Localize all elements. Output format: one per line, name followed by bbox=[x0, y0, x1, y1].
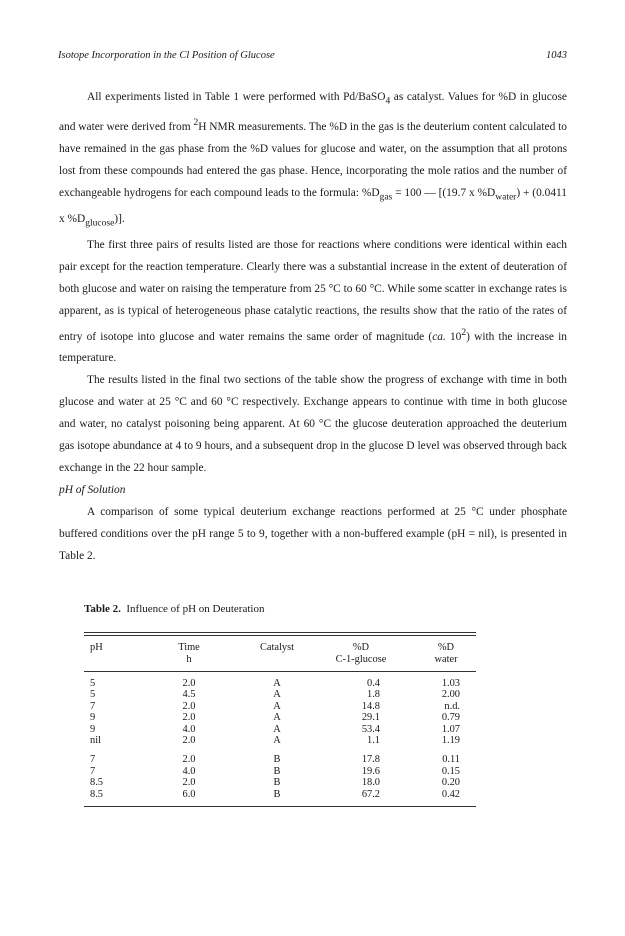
cell-glucose: 29.1 bbox=[361, 712, 380, 724]
cell-glucose: 1.8 bbox=[367, 689, 380, 701]
running-title: Isotope Incorporation in the Cl Position of Glucose bbox=[58, 50, 275, 61]
table-row bbox=[84, 754, 476, 765]
header-water-sub: water bbox=[434, 654, 458, 665]
table-row bbox=[84, 724, 476, 735]
cell-catalyst: B bbox=[273, 777, 281, 789]
cell-ph: 8.5 bbox=[90, 777, 103, 789]
table-caption-text: Influence of pH on Deuteration bbox=[126, 603, 265, 615]
cell-catalyst: A bbox=[273, 689, 281, 701]
cell-water: 1.03 bbox=[441, 678, 460, 689]
cell-catalyst: B bbox=[273, 765, 281, 777]
cell-water: n.d. bbox=[444, 700, 460, 712]
cell-catalyst: A bbox=[273, 723, 281, 735]
cell-ph: 7 bbox=[90, 765, 96, 777]
cell-catalyst: A bbox=[273, 678, 281, 689]
cell-catalyst: B bbox=[273, 788, 281, 800]
table-row bbox=[84, 689, 476, 700]
table-row bbox=[84, 678, 476, 689]
cell-glucose: 1.1 bbox=[367, 734, 380, 746]
cell-catalyst: A bbox=[273, 734, 281, 746]
table-caption bbox=[84, 603, 264, 615]
cell-catalyst: A bbox=[273, 700, 281, 712]
table-row bbox=[84, 789, 476, 800]
table-header-row-2 bbox=[84, 654, 476, 666]
cell-water: 0.79 bbox=[441, 712, 460, 724]
table-top-rule bbox=[84, 632, 476, 633]
page-header bbox=[58, 50, 567, 66]
cell-time: 6.0 bbox=[182, 788, 196, 800]
paragraph-4: A comparison of some typical deuterium exchange reactions performed at 25 °C under phosphate buffered conditions over the pH range 5 to 9, together with a non-buffered example (pH = nil), is presented in Table 2. bbox=[59, 505, 567, 562]
cell-ph: 8.5 bbox=[90, 788, 103, 800]
cell-glucose: 14.8 bbox=[361, 700, 380, 712]
cell-water: 0.11 bbox=[442, 754, 460, 766]
header-glucose: %D bbox=[352, 642, 370, 653]
header-catalyst: Catalyst bbox=[259, 642, 295, 653]
cell-time: 4.0 bbox=[182, 765, 196, 777]
paragraph-2: The first three pairs of results listed are those for reactions where conditions were identical within each pair except for the reaction temperature. Clearly there was a substantial increase in the extent of deuteration of both glucose and water on raising the temperature from 25 °C to 60 °C. While some scatter in exchange rates is apparent, as is typical of heterogeneous phase catalytic reactions, the results show that the ratio of the rates of entry of isotope into glucose and water remains the same order of magnitude (ca. $10^2$) with the increase in temperature. bbox=[59, 239, 567, 365]
table-group-catalyst-b bbox=[84, 754, 476, 800]
cell-ph: 7 bbox=[90, 754, 96, 766]
cell-glucose: 67.2 bbox=[361, 788, 380, 800]
cell-water: 1.19 bbox=[441, 734, 460, 746]
table-bottom-rule bbox=[84, 806, 476, 807]
header-glucose-sub: C-1-glucose bbox=[335, 654, 387, 665]
cell-time: 2.0 bbox=[182, 777, 196, 789]
page-number: 1043 bbox=[546, 50, 567, 61]
cell-time: 2.0 bbox=[182, 700, 196, 712]
cell-catalyst: B bbox=[273, 754, 281, 766]
cell-glucose: 19.6 bbox=[361, 765, 380, 777]
header-time-unit: h bbox=[186, 654, 192, 665]
cell-time: 2.0 bbox=[182, 712, 196, 724]
section-heading: pH of Solution bbox=[59, 483, 126, 496]
cell-ph: 9 bbox=[90, 712, 96, 724]
cell-catalyst: A bbox=[273, 712, 281, 724]
body-text bbox=[59, 87, 567, 567]
header-time: Time bbox=[178, 642, 200, 653]
cell-glucose: 0.4 bbox=[367, 678, 380, 689]
cell-water: 1.07 bbox=[441, 723, 460, 735]
cell-ph: 7 bbox=[90, 700, 96, 712]
table-row bbox=[84, 735, 476, 746]
cell-time: 2.0 bbox=[182, 734, 196, 746]
header-water: %D bbox=[437, 642, 455, 653]
cell-water: 0.20 bbox=[441, 777, 460, 789]
cell-water: 0.15 bbox=[441, 765, 460, 777]
cell-water: 2.00 bbox=[441, 689, 460, 701]
cell-ph: 5 bbox=[90, 689, 96, 701]
data-table bbox=[84, 632, 476, 807]
cell-ph: 9 bbox=[90, 723, 96, 735]
cell-ph: 5 bbox=[90, 678, 96, 689]
table-row bbox=[84, 701, 476, 712]
table-row bbox=[84, 712, 476, 723]
paragraph-1: All experiments listed in Table 1 were performed with Pd/BaSO$_4$ as catalyst. Values for %D in glucose and water were derived from $^2$H NMR measurements. The %D in the gas is the deuterium content calculated to have remained in the gas phase from the %D values for glucose and water, on the assumption that all protons lost from these compounds had entered the gas phase. Hence, incorporating the mole ratios and the number of exchangeable hydrogens for each compound leads to the formula: $\%D_{gas} = 100$ — [(19.7 x $\%D_{water}) + (0.0411$ x $\%D_{glucose}$)]. bbox=[59, 91, 567, 229]
cell-time: 4.0 bbox=[182, 723, 196, 735]
cell-time: 2.0 bbox=[182, 754, 196, 766]
cell-water: 0.42 bbox=[441, 788, 460, 800]
cell-glucose: 18.0 bbox=[361, 777, 380, 789]
header-ph: pH bbox=[90, 642, 103, 653]
cell-ph: nil bbox=[90, 734, 101, 746]
table-caption-label: Table 2. bbox=[84, 603, 121, 615]
table-row bbox=[84, 777, 476, 788]
cell-time: 4.5 bbox=[182, 689, 196, 701]
cell-time: 2.0 bbox=[182, 678, 196, 689]
cell-glucose: 17.8 bbox=[361, 754, 380, 766]
table-header-row-1 bbox=[84, 642, 476, 654]
paragraph-3: The results listed in the final two sections of the table show the progress of exchange with time in both glucose and water at 25 °C and 60 °C respectively. Exchange appears to continue with time in both glucose and water, no catalyst poisoning being apparent. At 60 °C the glucose deuteration approached the deuterium gas isotope abundance at 4 to 9 hours, and a subsequent drop in the glucose D level was observed through back exchange in the 22 hour sample. bbox=[59, 374, 567, 474]
cell-glucose: 53.4 bbox=[361, 723, 380, 735]
table-group-catalyst-a bbox=[84, 678, 476, 746]
table-row bbox=[84, 766, 476, 777]
